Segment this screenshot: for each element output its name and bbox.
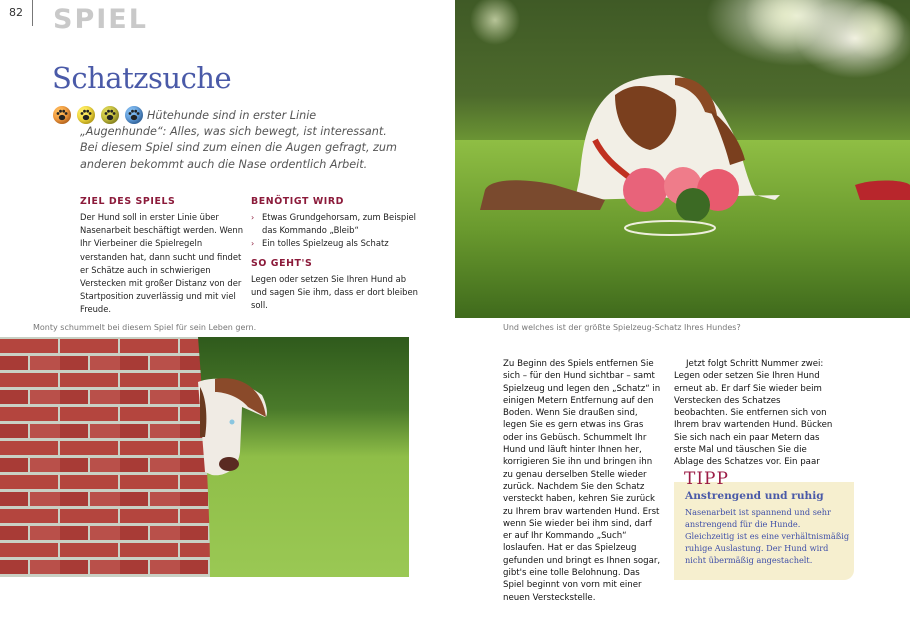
paw-icon-orange bbox=[53, 106, 71, 124]
needs-heading: BENÖTIGT WIRD bbox=[251, 196, 345, 207]
goal-heading: ZIEL DES SPIELS bbox=[80, 196, 176, 207]
needs-item: › Etwas Grundgehorsam, zum Beispiel das Kommando „Bleib“ bbox=[251, 212, 417, 236]
photo-caption-right: Und welches ist der größte Spielzeug-Schatz Ihres Hundes? bbox=[503, 323, 741, 332]
intro-text: Hütehunde sind in erster Linie „Augenhunde“: Alles, was sich bewegt, ist interessant. Bei diesem Spiel sind zum einen die Augen gefragt, zum anderen bekommt auch die Nase ordentlich Arbeit. bbox=[80, 109, 397, 171]
needs-list bbox=[251, 211, 421, 251]
main-text-column-1 bbox=[503, 358, 661, 604]
bullet-chevron-icon: › bbox=[251, 213, 255, 222]
tip-heading: Anstrengend und ruhig bbox=[685, 490, 824, 502]
paragraph: Jetzt folgt Schritt Nummer zwei: Legen oder setzen Sie Ihren Hund erneut ab. Er darf Sie wieder beim Verstecken des Schatzes beobachten. Sie entfernen sich von Ihrem brav wartenden Hund. Bücken Sie sich nach ein paar Metern das erste Mal und täuschen Sie die Ablage des Schatzes vor. Ein paar bbox=[674, 359, 833, 468]
header-divider bbox=[32, 0, 33, 26]
page-number: 82 bbox=[9, 6, 23, 19]
tip-text: Nasenarbeit ist spannend und sehr anstrengend für die Hunde. Gleichzeitig ist es eine verhältnismäßig ruhige Auslastung. Der Hund wird nicht übermäßig angestachelt. bbox=[685, 507, 850, 566]
bullet-chevron-icon: › bbox=[251, 239, 255, 249]
paragraph: Zu Beginn des Spiels entfernen Sie sich – für den Hund sichtbar – samt Spielzeug und legen den „Schatz“ in einigen Metern Entfernung auf den Boden. Wenn Sie draußen sind, legen Sie es gern etwas ins Gras oder ins Gebüsch. Schummelt Ihr Hund und läuft hinter Ihnen her, korrigieren Sie ihn und bringen ihn zu genau derselben Stelle wieder zurück. Nachdem Sie den Schatz versteckt haben, kehren Sie zurück zu Ihrem brav wartenden Hund. Erst wenn Sie wieder bei ihm sind, darf er auf Ihr Kommando „Such“ loslaufen. Hat er das Spielzeug gefunden und bringt es Ihnen sogar, gibt's eine tolle Belohnung. Das Spiel beginnt von vorn mit einer neuen Versteckstelle. bbox=[503, 359, 661, 603]
brick-wall-dog-illustration bbox=[0, 337, 409, 577]
main-text-column-2 bbox=[674, 358, 834, 469]
needs-item: › Ein tolles Spielzeug als Schatz bbox=[251, 237, 421, 250]
photo-dog-with-toys bbox=[455, 0, 910, 318]
goal-text: Der Hund soll in erster Linie über Nasenarbeit beschäftigt werden. Wenn Ihr Vierbeiner die Spielregeln verstanden hat, dann sucht und findet er Schätze auch in schwierigen Verstecken mit großer Distanz von der Startposition zuverlässig und mit viel Freude. bbox=[80, 212, 244, 315]
howto-text: Legen oder setzen Sie Ihren Hund ab und sagen Sie ihm, dass er dort bleiben soll. bbox=[251, 274, 418, 311]
section-title: SPIEL bbox=[53, 4, 148, 35]
photo-dog-behind-wall bbox=[0, 337, 409, 577]
dog-in-grass-illustration bbox=[455, 0, 910, 318]
tip-label: TIPP bbox=[684, 469, 729, 489]
photo-caption-left: Monty schummelt bei diesem Spiel für sein Leben gern. bbox=[33, 323, 257, 332]
article-title: Schatzsuche bbox=[52, 61, 232, 95]
howto-heading: SO GEHT'S bbox=[251, 258, 313, 269]
